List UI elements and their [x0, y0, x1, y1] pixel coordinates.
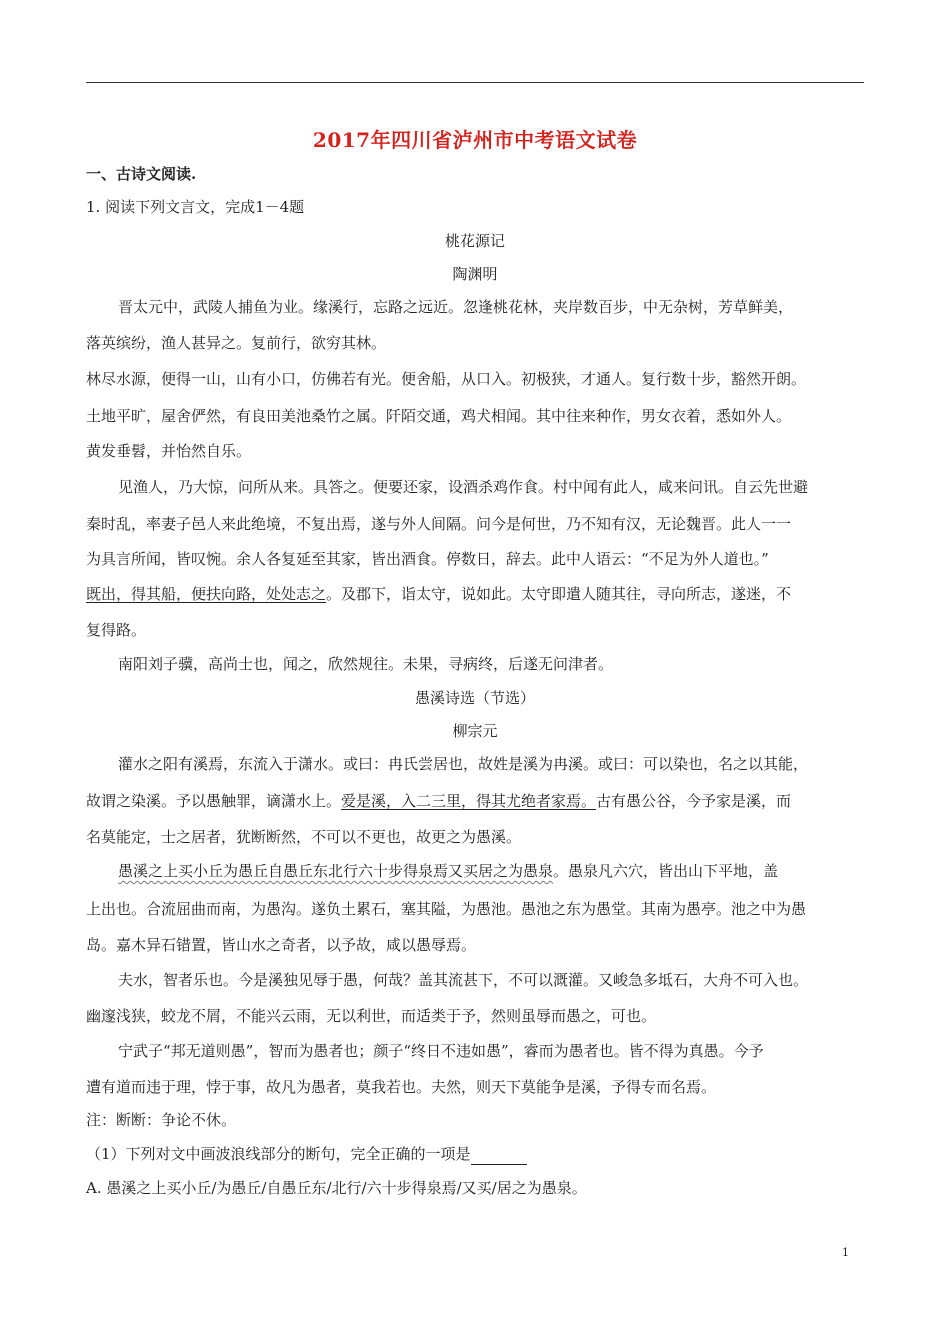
text1-p1-line: 晋太元中，武陵人捕鱼为业。缘溪行，忘路之远近。忽逢桃花林，夹岸数百步，中无杂树，芳草鲜美， [118, 298, 794, 316]
text1-p2-line: 见渔人，乃大惊，问所从来。具答之。便要还家，设酒杀鸡作食。村中闻有此人，咸来问讯。自云先世避 [118, 478, 809, 496]
text1-p1-line: 林尽水源，便得一山，山有小口，仿佛若有光。便舍船，从口入。初极狭，才通人。复行数十步，豁然开朗。 [86, 370, 807, 388]
page-number: 1 [842, 1246, 849, 1259]
text2-p4-line: 遭有道而违于理，悖于事，故凡为愚者，莫我若也。夫然，则天下莫能争是溪，予得专而名焉。 [86, 1078, 717, 1096]
text1-p1-line: 黄发垂髫，并怡然自乐。 [86, 442, 252, 460]
sub-question-text: （1）下列对文中画波浪线部分的断句，完全正确的一项是 [86, 1145, 471, 1163]
text1-p2-line: 复得路。 [86, 621, 147, 639]
question-intro: 1. 阅读下列文言文，完成1－4题 [86, 198, 305, 216]
text2-p2-line [118, 860, 778, 882]
text1-title: 桃花源记 [444, 232, 505, 250]
text2-p1-line-part: 故谓之染溪。予以愚触罪，谪潇水上。 [86, 792, 342, 810]
text1-p1-line: 落英缤纷，渔人甚异之。复前行，欲穷其林。 [86, 334, 387, 352]
underlined-sentence: 既出，得其船，便扶向路，处处志之 [86, 585, 327, 603]
sub-question-prompt [86, 1143, 527, 1165]
text1-p3-line: 南阳刘子骥，高尚士也，闻之，欣然规往。未果，寻病终，后遂无问津者。 [118, 655, 614, 673]
text2-p3-line: 幽邃浅狭，蛟龙不屑，不能兴云雨，无以利世，而适类于予，然则虽辱而愚之，可也。 [86, 1007, 657, 1025]
answer-blank[interactable] [471, 1148, 527, 1165]
text2-p2-line: 上出也。合流屈曲而南，为愚沟。遂负土累石，塞其隘，为愚池。愚池之东为愚堂。其南为愚亭。池之中为愚 [86, 900, 807, 918]
text2-p1-line: 灌水之阳有溪焉，东流入于潇水。或曰：冉氏尝居也，故姓是溪为冉溪。或曰：可以染也，名之以其能， [118, 755, 809, 773]
text2-p2-line-rest: 。愚泉凡六穴，皆出山下平地，盖 [553, 862, 779, 880]
wavy-underlined-sentence: 愚溪之上买小丘为愚丘自愚丘东北行六十步得泉焉又买居之为愚泉 [118, 862, 554, 880]
text2-title: 愚溪诗选（节选） [414, 689, 535, 707]
text1-p1-line: 土地平旷，屋舍俨然，有良田美池桑竹之属。阡陌交通，鸡犬相闻。其中往来种作，男女衣着，悉如外人。 [86, 407, 792, 425]
header-rule [86, 82, 864, 83]
text2-p2-line: 岛。嘉木异石错置，皆山水之奇者，以予故，咸以愚辱焉。 [86, 936, 477, 954]
text2-author: 柳宗元 [452, 722, 498, 740]
annotation-note: 注：断断：争论不休。 [86, 1111, 237, 1129]
text1-p2-line: 为具言所闻，皆叹惋。余人各复延至其家，皆出酒食。停数日，辞去。此中人语云：“不足为外人道也。” [86, 550, 769, 568]
text2-p1-line-part: 古有愚公谷，今予家是溪，而 [596, 792, 792, 810]
section-heading: 一、古诗文阅读. [86, 165, 197, 183]
text2-p1-line: 名莫能定，士之居者，犹断断然，不可以不更也，故更之为愚溪。 [86, 828, 522, 846]
text1-p2-line: 秦时乱，率妻子邑人来此绝境，不复出焉，遂与外人间隔。问今是何世，乃不知有汉，无论魏晋。此人一一 [86, 515, 792, 533]
text2-p1-line [86, 790, 791, 812]
text1-p2-line-rest: 。及郡下，诣太守，说如此。太守即遣人随其往，寻向所志，遂迷，不 [326, 585, 792, 603]
underlined-sentence: 爱是溪，入二三里，得其尤绝者家焉。 [341, 792, 597, 810]
page-title: 2017年四川省泸州市中考语文试卷 [312, 128, 638, 152]
text1-p2-line [86, 583, 791, 605]
text1-author: 陶渊明 [452, 265, 498, 283]
text2-p3-line: 夫水，智者乐也。今是溪独见辱于愚，何哉？盖其流甚下，不可以溉灌。又峻急多坻石，大舟不可入也。 [118, 971, 809, 989]
option-a[interactable]: A. 愚溪之上买小丘/为愚丘/自愚丘东/北行/六十步得泉焉/又买/居之为愚泉。 [86, 1179, 587, 1197]
text2-p4-line: 宁武子“邦无道则愚”，智而为愚者也；颜子“终日不违如愚”，睿而为愚者也。皆不得为真愚。今予 [118, 1042, 764, 1060]
